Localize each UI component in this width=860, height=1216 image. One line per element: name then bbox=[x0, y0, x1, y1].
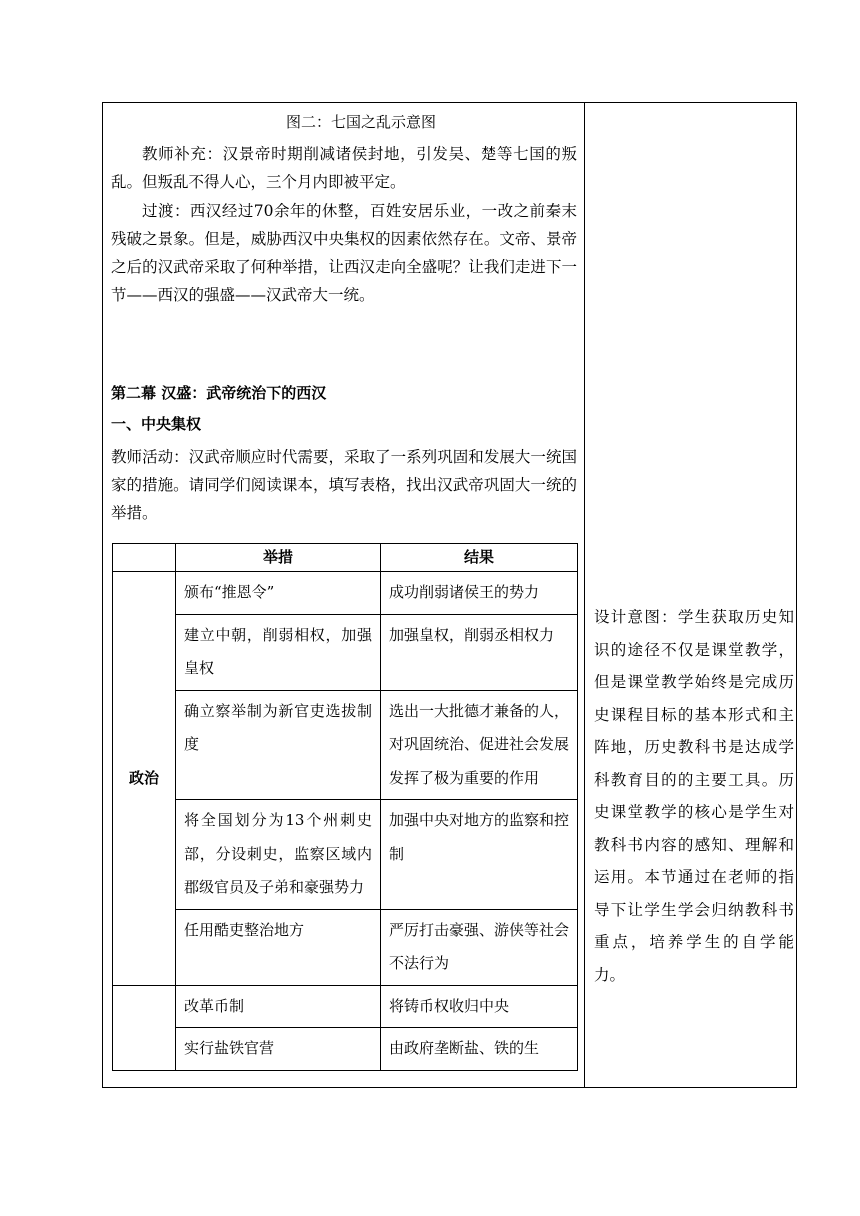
measure-cell: 确立察举制为新官吏选拔制度 bbox=[176, 690, 381, 800]
table-row bbox=[113, 800, 578, 910]
result-cell: 严厉打击豪强、游侠等社会不法行为 bbox=[381, 909, 578, 985]
section-title: 一、中央集权 bbox=[111, 415, 202, 433]
measure-cell: 任用酷吏整治地方 bbox=[176, 909, 381, 985]
result-cell: 选出一大批德才兼备的人，对巩固统治、促进社会发展发挥了极为重要的作用 bbox=[381, 690, 578, 800]
design-intent-text: 设计意图：学生获取历史知识的途径不仅是课堂教学，但是课堂教学始终是完成历史课程目标的基本形式和主阵地，历史教科书是达成学科教育目的的主要工具。历史课堂教学的核心是学生对教科书内容的感知、理解和运用。本节通过在老师的指导下让学生学会归纳教科书重点，培养学生的自学能力。 bbox=[594, 608, 794, 984]
result-cell: 加强皇权，削弱丞相权力 bbox=[381, 614, 578, 690]
teacher-activity: 教师活动：汉武帝顺应时代需要，采取了一系列巩固和发展大一统国家的措施。请同学们阅读课本，填写表格，找出汉武帝巩固大一统的举措。 bbox=[111, 448, 577, 522]
category-politics: 政治 bbox=[113, 572, 176, 986]
teacher-supplement: 教师补充：汉景帝时期削减诸侯封地，引发吴、楚等七国的叛乱。但叛乱不得人心，三个月内即被平定。 bbox=[111, 145, 577, 191]
header-measure: 举措 bbox=[176, 544, 381, 572]
transition-paragraph: 过渡：西汉经过70余年的休整，百姓安居乐业，一改之前秦末残破之景象。但是，威胁西汉中央集权的因素依然存在。文帝、景帝之后的汉武帝采取了何种举措，让西汉走向全盛呢？让我们走进下一节——西汉的强盛——汉武帝大一统。 bbox=[111, 202, 577, 304]
table-row bbox=[113, 909, 578, 985]
measure-cell: 改革币制 bbox=[176, 985, 381, 1028]
result-cell: 加强中央对地方的监察和控制 bbox=[381, 800, 578, 910]
result-cell: 成功削弱诸侯王的势力 bbox=[381, 572, 578, 615]
measures-table bbox=[112, 543, 578, 1071]
table-row bbox=[113, 985, 578, 1028]
measure-cell: 实行盐铁官营 bbox=[176, 1028, 381, 1071]
design-intent-column bbox=[594, 601, 794, 991]
figure-caption: 图二：七国之乱示意图 bbox=[286, 113, 437, 131]
table-row bbox=[113, 690, 578, 800]
result-cell: 由政府垄断盐、铁的生 bbox=[381, 1028, 578, 1071]
act-title: 第二幕 汉盛：武帝统治下的西汉 bbox=[111, 384, 327, 402]
table-row bbox=[113, 572, 578, 615]
table-header-row bbox=[113, 544, 578, 572]
table-row bbox=[113, 614, 578, 690]
result-cell: 将铸币权收归中央 bbox=[381, 985, 578, 1028]
measure-cell: 建立中朝，削弱相权，加强皇权 bbox=[176, 614, 381, 690]
column-divider bbox=[584, 103, 585, 1087]
header-category bbox=[113, 544, 176, 572]
lesson-plan-table bbox=[102, 102, 797, 1088]
header-result: 结果 bbox=[381, 544, 578, 572]
category-economy bbox=[113, 985, 176, 1070]
measure-cell: 将全国划分为13个州刺史部，分设刺史，监察区域内郡级官员及子弟和豪强势力 bbox=[176, 800, 381, 910]
table-row bbox=[113, 1028, 578, 1071]
measure-cell: 颁布“推恩令” bbox=[176, 572, 381, 615]
